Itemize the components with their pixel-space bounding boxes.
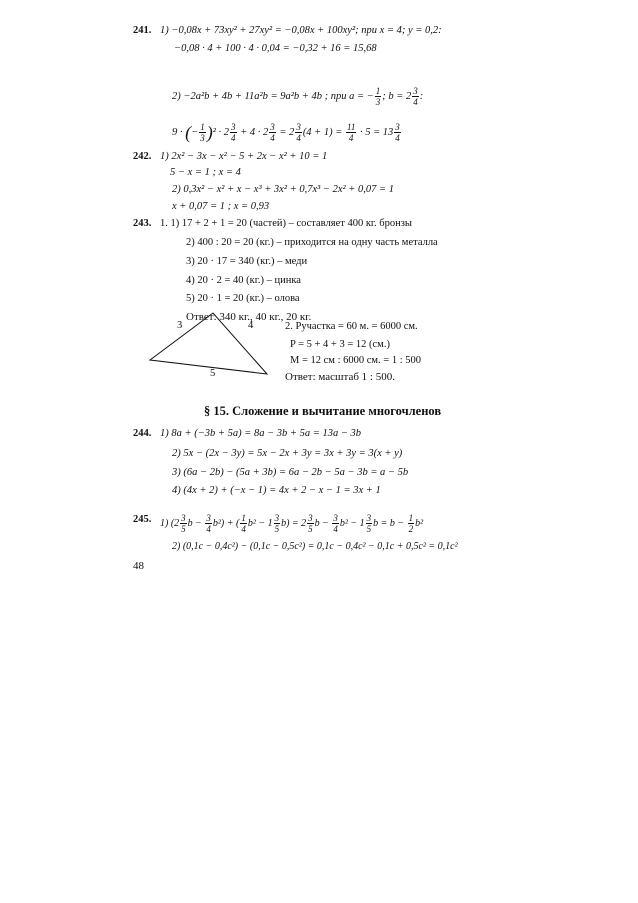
- problem-242-line-3: 2) 0,3x² − x² + x − x³ + 3x² + 0,7x³ − 2x² + 0,07 = 1: [172, 184, 394, 195]
- problem-245-label: 245.: [133, 514, 152, 525]
- l1-d: b² − 1: [247, 517, 273, 529]
- fraction: [205, 513, 212, 534]
- problem-243-part2-line-3: M = 12 см : 6000 см. = 1 : 500: [290, 355, 421, 366]
- frac-den: 5: [366, 524, 372, 534]
- frac-den: 4: [296, 133, 301, 143]
- problem-243-part2-answer: Ответ: масштаб 1 : 500.: [285, 371, 395, 383]
- l3-prefix: 2) −2a²b + 4b + 11a²b = 9a²b + 4b ; при a = −: [172, 90, 374, 102]
- problem-243-part2-line-2: P = 5 + 4 + 3 = 12 (см.): [290, 339, 390, 350]
- problem-243-part2-line-1: 2. Pучастка = 60 м. = 6000 см.: [285, 321, 418, 332]
- l4-prefix: 9 ·: [172, 126, 186, 138]
- l1-b: b −: [187, 517, 205, 529]
- frac-den: 4: [395, 133, 400, 143]
- frac-den: 4: [206, 524, 211, 534]
- triangle-side-right: 4: [248, 320, 254, 331]
- frac-num: 3: [181, 513, 186, 523]
- l1-h: b = b −: [373, 517, 407, 529]
- frac-den: 4: [413, 97, 418, 107]
- frac-num: 3: [231, 122, 236, 132]
- l4-a: ² · 2: [212, 126, 229, 138]
- problem-243-line-4: 4) 20 · 2 = 40 (кг.) – цинка: [186, 275, 301, 286]
- frac-den: 4: [348, 133, 354, 143]
- l1-e: b) = 2: [281, 517, 307, 529]
- frac-den: 2: [408, 524, 414, 534]
- fraction: [332, 513, 339, 534]
- fraction: [240, 513, 247, 534]
- frac-num: 3: [366, 513, 372, 523]
- problem-241-label: 241.: [133, 25, 152, 36]
- frac-den: 4: [241, 524, 246, 534]
- frac-num: 1: [408, 513, 414, 523]
- problem-243-line-1: 1. 1) 17 + 2 + 1 = 20 (частей) – составляет 400 кг. бронзы: [160, 218, 412, 229]
- problem-244-line-1: 1) 8a + (−3b + 5a) = 8a − 3b + 5a = 13a − 3b: [160, 428, 362, 439]
- l4-c: = 2: [276, 126, 295, 138]
- triangle-side-left: 3: [177, 320, 183, 331]
- fraction: [307, 513, 314, 534]
- frac-num: 3: [206, 513, 211, 523]
- frac-num: 3: [413, 86, 418, 96]
- frac-den: 4: [333, 524, 338, 534]
- problem-242-line-1: 1) 2x² − 3x − x² − 5 + 2x − x² + 10 = 1: [160, 151, 328, 162]
- frac-num: 3: [308, 513, 313, 523]
- problem-243-label: 243.: [133, 218, 152, 229]
- problem-245-line-1: [160, 513, 423, 534]
- triangle-side-bottom: 5: [210, 368, 216, 379]
- problem-245-line-2: 2) (0,1c − 0,4c²) − (0,1c − 0,5c²) = 0,1c − 0,4c² − 0,1c + 0,5c² = 0,1c²: [172, 541, 458, 552]
- frac-den: 3: [375, 97, 381, 107]
- frac-num: 3: [395, 122, 400, 132]
- problem-243-line-3: 3) 20 · 17 = 340 (кг.) – меди: [186, 256, 308, 267]
- frac-den: 5: [181, 524, 186, 534]
- problem-242-line-2: 5 − x = 1 ; x = 4: [170, 167, 241, 178]
- fraction: [366, 513, 373, 534]
- l1-i: b²: [415, 517, 424, 529]
- frac-num: 1: [200, 122, 205, 132]
- frac-num: 1: [375, 86, 381, 96]
- problem-242-label: 242.: [133, 151, 152, 162]
- frac-den: 5: [308, 524, 313, 534]
- problem-244-line-2: 2) 5x − (2x − 3y) = 5x − 2x + 3y = 3x + 3y = 3(x + y): [172, 448, 403, 459]
- fraction: [274, 513, 281, 534]
- frac-den: 5: [274, 524, 280, 534]
- problem-243-line-5: 5) 20 · 1 = 20 (кг.) – олова: [186, 293, 300, 304]
- frac-num: 3: [333, 513, 338, 523]
- l3-mid: ; b = 2: [382, 90, 412, 102]
- section-title: § 15. Сложение и вычитание многочленов: [204, 404, 442, 418]
- frac-den: 4: [270, 133, 275, 143]
- l1-c: b²) + (: [212, 517, 240, 529]
- frac-num: 3: [274, 513, 280, 523]
- problem-244-line-3: 3) (6a − 2b) − (5a + 3b) = 6a − 2b − 5a − 3b = a − 5b: [172, 467, 409, 478]
- l1-f: b −: [314, 517, 332, 529]
- fraction: [408, 513, 415, 534]
- frac-den: 4: [231, 133, 236, 143]
- l1-a: 1) (2: [160, 517, 180, 529]
- problem-241-line-2: −0,08 · 4 + 100 · 4 · 0,04 = −0,32 + 16 = 15,68: [174, 43, 377, 54]
- frac-num: 3: [270, 122, 275, 132]
- frac-num: 3: [296, 122, 301, 132]
- page-number: 48: [133, 560, 144, 572]
- frac-num: 1: [241, 513, 246, 523]
- l3-end: :: [419, 90, 424, 102]
- fraction: [180, 513, 187, 534]
- problem-244-line-4: 4) (4x + 2) + (−x − 1) = 4x + 2 − x − 1 = 3x + 1: [172, 485, 381, 496]
- problem-244-label: 244.: [133, 428, 152, 439]
- problem-241-line-1: 1) −0,08x + 73xy² + 27xy² = −0,08x + 100xy²; при x = 4; y = 0,2:: [160, 25, 442, 36]
- l4-d: (4 + 1) =: [302, 126, 345, 138]
- frac-num: 11: [346, 122, 356, 132]
- problem-242-line-4: x + 0,07 = 1 ; x = 0,93: [172, 201, 270, 212]
- l4-b: + 4 · 2: [237, 126, 269, 138]
- l1-g: b² − 1: [339, 517, 365, 529]
- l4-e: · 5 = 13: [357, 126, 394, 138]
- problem-241-line-4: 9 · (− $\frac{1}{3}$ )² · 2 $\frac{3}{4}$ + 4 · 2 $\frac{3}{4}$ = 2 $\frac{3}{4}$ (4 + 1) = $\frac{11}{4}$ · 5 = 13 $\frac{3}{4}$: [172, 122, 400, 143]
- problem-243-line-2: 2) 400 : 20 = 20 (кг.) – приходится на одну часть металла: [186, 237, 438, 248]
- frac-den: 3: [200, 133, 205, 143]
- problem-243-answer: Ответ: 340 кг., 40 кг., 20 кг.: [186, 311, 312, 323]
